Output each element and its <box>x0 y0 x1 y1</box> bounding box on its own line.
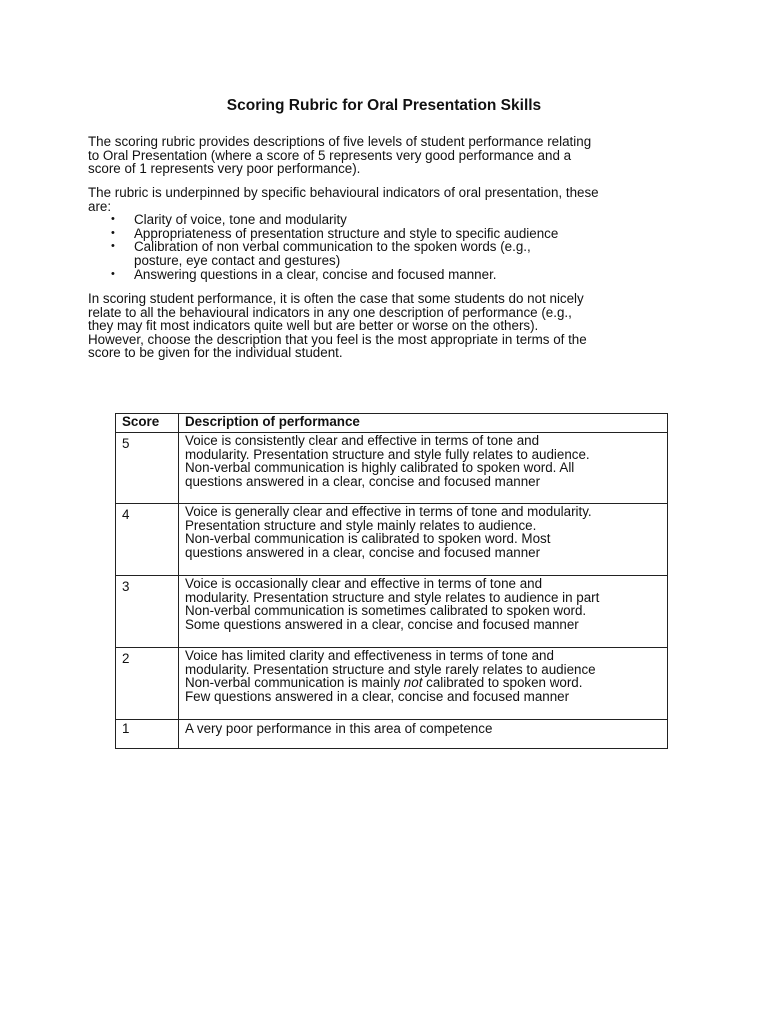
table-row <box>116 504 668 576</box>
description-line <box>185 676 661 690</box>
description-line: A very poor performance in this area of competence <box>185 721 493 736</box>
indicator-text: Appropriateness of presentation structure and style to specific audience <box>134 225 559 241</box>
scoring-line: score to be given for the individual student. <box>88 345 343 361</box>
intro-line: score of 1 represents very poor performance). <box>88 161 361 177</box>
indicator-text: Answering questions in a clear, concise and focused manner. <box>134 266 497 282</box>
score-column-header: Score <box>116 414 179 433</box>
description-cell <box>179 576 668 648</box>
emphasis-text: not <box>403 675 423 690</box>
description-line: Non-verbal communication is highly calibrated to spoken word. All <box>185 460 575 475</box>
score-cell: 3 <box>116 576 179 648</box>
description-cell <box>179 648 668 720</box>
indicator-item <box>88 268 678 282</box>
description-cell <box>179 433 668 504</box>
indicator-item <box>88 227 678 241</box>
scoring-line: In scoring student performance, it is often the case that some students do not nicely <box>88 291 584 306</box>
indicator-item <box>88 213 678 227</box>
description-line: Voice is occasionally clear and effective in terms of tone and <box>185 576 543 591</box>
bullet-icon: • <box>111 226 115 239</box>
scoring-paragraph <box>88 292 678 360</box>
description-line: modularity. Presentation structure and style relates to audience in part <box>185 589 600 605</box>
indicators-intro-line: are: <box>88 198 112 214</box>
indicator-item <box>88 240 678 267</box>
table-row <box>116 576 668 648</box>
score-cell: 4 <box>116 504 179 576</box>
description-line: modularity. Presentation structure and style rarely relates to audience <box>185 661 596 677</box>
description-line: Presentation structure and style mainly relates to audience. <box>185 517 537 533</box>
description-text: Non-verbal communication is mainly <box>185 675 404 690</box>
description-line: modularity. Presentation structure and style fully relates to audience. <box>185 446 590 462</box>
indicator-list <box>88 213 678 281</box>
description-text: calibrated to spoken word. <box>422 675 583 690</box>
document-title: Scoring Rubric for Oral Presentation Skills <box>226 97 542 114</box>
indicator-text: Clarity of voice, tone and modularity <box>134 212 347 228</box>
description-line: Non-verbal communication is calibrated to spoken word. Most <box>185 531 551 546</box>
scoring-line: they may fit most indicators quite well but are better or worse on the others). <box>88 318 539 334</box>
score-cell: 5 <box>116 433 179 504</box>
description-line: Non-verbal communication is sometimes calibrated to spoken word. <box>185 603 587 618</box>
bullet-icon: • <box>111 240 115 253</box>
table-row <box>116 720 668 749</box>
bullet-icon: • <box>111 267 115 280</box>
indicators-section <box>88 186 678 281</box>
intro-line: to Oral Presentation (where a score of 5 represents very good performance and a <box>88 147 572 163</box>
indicator-text: Calibration of non verbal communication to the spoken words (e.g., <box>134 239 531 255</box>
intro-paragraph <box>88 135 678 176</box>
indicators-intro-line: The rubric is underpinned by specific behavioural indicators of oral presentation, these <box>88 185 599 200</box>
description-line: Few questions answered in a clear, concise and focused manner <box>185 688 570 704</box>
description-line: Voice is generally clear and effective in terms of tone and modularity. <box>185 504 592 519</box>
description-line: questions answered in a clear, concise and focused manner <box>185 544 541 560</box>
table-header-row <box>116 414 668 433</box>
intro-line: The scoring rubric provides descriptions of five levels of student performance relating <box>88 134 592 149</box>
description-line: Voice has limited clarity and effectiveness in terms of tone and <box>185 648 554 663</box>
bullet-icon: • <box>111 213 115 226</box>
description-cell <box>179 720 668 749</box>
description-line: questions answered in a clear, concise and focused manner <box>185 473 541 489</box>
rubric-table <box>115 413 668 749</box>
description-line: Some questions answered in a clear, concise and focused manner <box>185 616 579 632</box>
scoring-line: relate to all the behavioural indicators in any one description of performance (e.g., <box>88 304 572 320</box>
description-column-header: Description of performance <box>179 414 668 433</box>
scoring-line: However, choose the description that you feel is the most appropriate in terms of the <box>88 331 587 347</box>
description-line: Voice is consistently clear and effective in terms of tone and <box>185 433 540 448</box>
score-cell: 2 <box>116 648 179 720</box>
indicator-text: posture, eye contact and gestures) <box>134 252 341 268</box>
table-row <box>116 648 668 720</box>
table-row <box>116 433 668 504</box>
score-cell: 1 <box>116 720 179 749</box>
description-cell <box>179 504 668 576</box>
